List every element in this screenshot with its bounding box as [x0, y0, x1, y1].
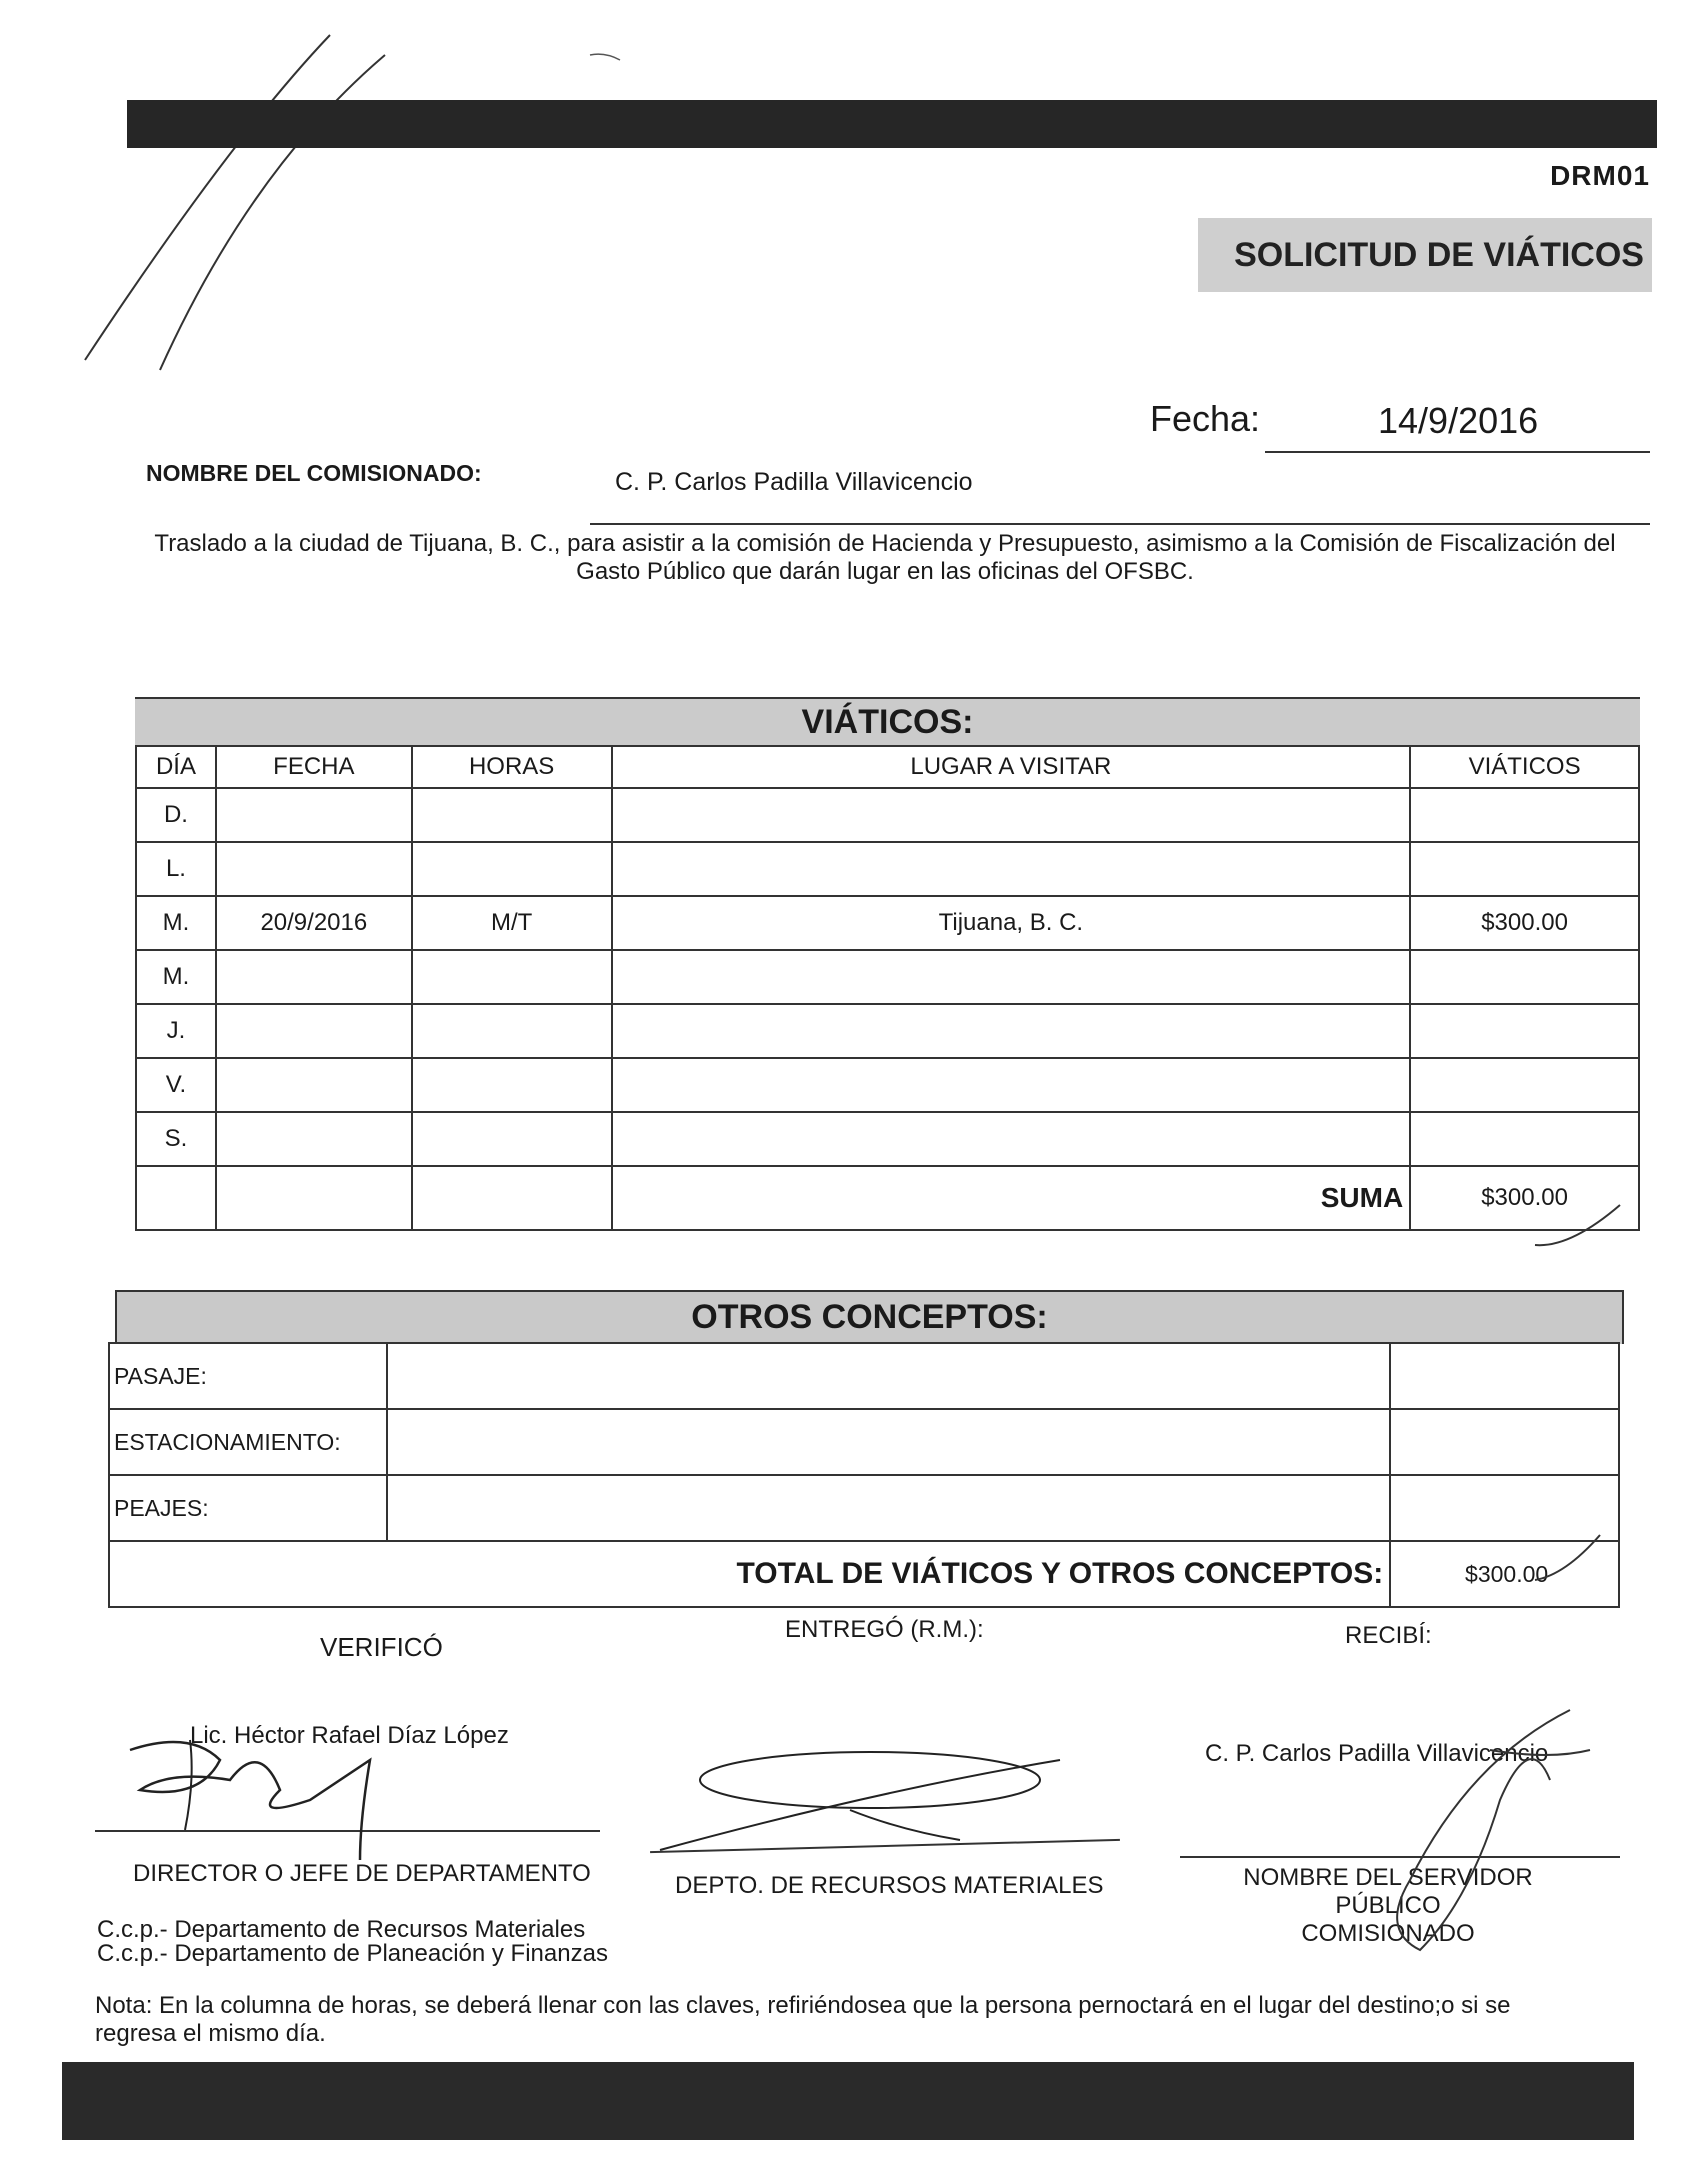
signature-verifico-icon [110, 1720, 430, 1870]
total-row [109, 1541, 1619, 1607]
cell-lugar [612, 950, 1411, 1004]
otros-heading-bar [115, 1290, 1624, 1344]
cell-horas [412, 1058, 612, 1112]
cell-viaticos [1410, 788, 1639, 842]
cell-horas [412, 788, 612, 842]
viaticos-heading: VIÁTICOS: [801, 703, 974, 741]
cell-lugar [612, 1004, 1411, 1058]
cell-viaticos [1410, 1112, 1639, 1166]
cell-horas: M/T [412, 896, 612, 950]
cell-fecha [216, 1112, 412, 1166]
cell-dia: V. [136, 1058, 216, 1112]
cell-dia: M. [136, 950, 216, 1004]
recibi-name: C. P. Carlos Padilla Villavicencio [1205, 1740, 1549, 1767]
cell-fecha: 20/9/2016 [216, 896, 412, 950]
nota-line: Nota: En la columna de horas, se deberá llenar con las claves, refiriéndosea que la persona pernoctará en el lugar del destino;o si se [95, 1992, 1511, 2019]
nota [95, 1992, 1575, 2048]
ccp-line: C.c.p.- Departamento de Recursos Materiales [97, 1916, 586, 1943]
col-dia: DÍA [136, 746, 216, 788]
fecha-label: Fecha: [1150, 398, 1261, 439]
nombre-value: C. P. Carlos Padilla Villavicencio [615, 468, 973, 496]
nombre-label: NOMBRE DEL COMISIONADO: [146, 460, 482, 486]
cell-viaticos [1410, 950, 1639, 1004]
form-title-box [1198, 218, 1652, 292]
entrego-label: ENTREGÓ (R.M.): [785, 1616, 984, 1643]
footer-bar [62, 2062, 1634, 2140]
total-label: TOTAL DE VIÁTICOS Y OTROS CONCEPTOS: [109, 1541, 1390, 1607]
check-mark-icon [1530, 1530, 1610, 1590]
otros-value [1390, 1343, 1619, 1409]
otros-value [1390, 1409, 1619, 1475]
table-row [136, 1058, 1639, 1112]
col-lugar: LUGAR A VISITAR [612, 746, 1411, 788]
fecha-value: 14/9/2016 [1378, 400, 1539, 441]
otros-label: ESTACIONAMIENTO: [109, 1409, 387, 1475]
viaticos-heading-bar [135, 697, 1640, 747]
cell-horas [412, 950, 612, 1004]
cell-fecha [216, 788, 412, 842]
cell-lugar [612, 1112, 1411, 1166]
form-title: SOLICITUD DE VIÁTICOS [1234, 236, 1644, 274]
nombre-underline [590, 523, 1650, 525]
verifico-role: DIRECTOR O JEFE DE DEPARTAMENTO [133, 1860, 591, 1887]
cell-horas [412, 1112, 612, 1166]
description [145, 530, 1625, 586]
cell-lugar: Tijuana, B. C. [612, 896, 1411, 950]
cell-viaticos [1410, 842, 1639, 896]
nota-line: regresa el mismo día. [95, 2020, 326, 2047]
header-bar [127, 100, 1657, 148]
cell-lugar [612, 842, 1411, 896]
ccp-line: C.c.p.- Departamento de Planeación y Finanzas [97, 1940, 608, 1967]
col-fecha: FECHA [216, 746, 412, 788]
table-row [136, 1112, 1639, 1166]
otros-table [108, 1342, 1620, 1608]
col-viaticos: VIÁTICOS [1410, 746, 1639, 788]
cell-fecha [216, 1058, 412, 1112]
cell-viaticos: $300.00 [1410, 896, 1639, 950]
otros-label: PASAJE: [109, 1343, 387, 1409]
entrego-role: DEPTO. DE RECURSOS MATERIALES [675, 1872, 1104, 1899]
description-line: Traslado a la ciudad de Tijuana, B. C., para asistir a la comisión de Hacienda y Presupuesto, asimismo a la Comisión de Fiscalización del [154, 530, 1616, 557]
verifico-label: VERIFICÓ [320, 1632, 443, 1662]
cell-horas [412, 1004, 612, 1058]
table-row [109, 1475, 1619, 1541]
form-code: DRM01 [1550, 160, 1650, 191]
viaticos-header-row [136, 746, 1639, 788]
cell-viaticos [1410, 1058, 1639, 1112]
cell-fecha [216, 842, 412, 896]
cell-fecha [216, 1004, 412, 1058]
cell-dia: M. [136, 896, 216, 950]
cell-dia: L. [136, 842, 216, 896]
table-row [109, 1343, 1619, 1409]
recibi-label: RECIBÍ: [1345, 1622, 1432, 1649]
table-row [109, 1409, 1619, 1475]
table-row [136, 842, 1639, 896]
table-row [136, 1004, 1639, 1058]
suma-value: $300.00 [1410, 1166, 1639, 1230]
cell-dia: S. [136, 1112, 216, 1166]
table-row [136, 950, 1639, 1004]
recibi-role-line: NOMBRE DEL SERVIDOR PÚBLICO [1243, 1864, 1533, 1919]
fecha-underline [1265, 451, 1650, 453]
table-row [136, 788, 1639, 842]
cell-horas [412, 842, 612, 896]
otros-heading: OTROS CONCEPTOS: [691, 1298, 1048, 1336]
signature-entrego-icon [580, 1730, 1140, 1860]
suma-label: SUMA [612, 1166, 1411, 1230]
cell-dia: D. [136, 788, 216, 842]
otros-label: PEAJES: [109, 1475, 387, 1541]
cell-lugar [612, 788, 1411, 842]
description-line: Gasto Público que darán lugar en las oficinas del OFSBC. [576, 558, 1194, 585]
verifico-name: Lic. Héctor Rafael Díaz López [190, 1722, 509, 1749]
signature-recibi-icon [1350, 1700, 1600, 1970]
suma-row [136, 1166, 1639, 1230]
check-mark-icon [1530, 1200, 1630, 1260]
cell-dia: J. [136, 1004, 216, 1058]
table-row [136, 896, 1639, 950]
recibi-role-line: COMISIONADO [1301, 1920, 1475, 1947]
ccp-block [97, 1918, 608, 1966]
col-horas: HORAS [412, 746, 612, 788]
cell-viaticos [1410, 1004, 1639, 1058]
total-value: $300.00 [1390, 1541, 1619, 1607]
cell-fecha [216, 950, 412, 1004]
cell-lugar [612, 1058, 1411, 1112]
viaticos-table [135, 745, 1640, 1231]
